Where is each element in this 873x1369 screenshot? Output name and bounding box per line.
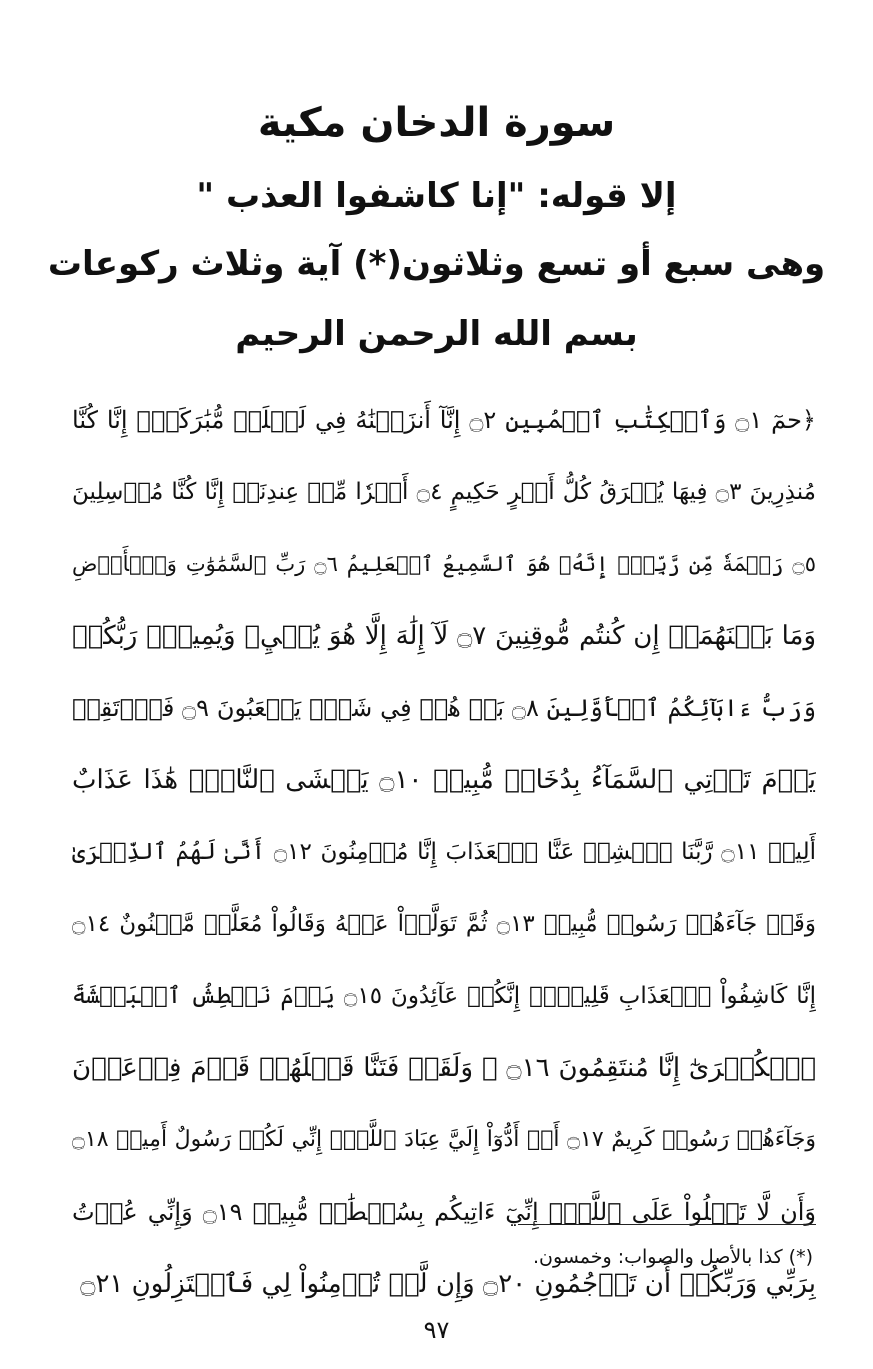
surah-title: سورة الدخان مكية <box>257 100 616 146</box>
verse-text-block <box>72 384 816 1320</box>
surah-exception-note: إلا قوله: "إنا كاشفوا العذب " <box>196 176 677 216</box>
verse-line: ﴿حمٓ ۝١ وَٱلۡكِتَٰبِ ٱلۡمُبِينِ ۝٢ إِنَّآ أَنزَلۡنَٰهُ فِي لَيۡلَةٖ مُّبَٰرَكَةٍۚ إِنَّا كُنَّا <box>72 406 816 434</box>
footnote: (*) كذا بالأصل والصواب: وخمسون. <box>533 1246 813 1268</box>
verse-line: وَأَن لَّا تَعۡلُواْ عَلَى ٱللَّهِۖ إِنِّيٓ ءَاتِيكُم بِسُلۡطَٰنٖ مُّبِينٖ ۝١٩ وَإِنِّي عُذۡتُ <box>72 1198 816 1226</box>
verse-line: ۝٥ رَحۡمَةٗ مِّن رَّبِّكَۚ إِنَّهُۥ هُوَ ٱلسَّمِيعُ ٱلۡعَلِيمُ ۝٦ رَبِّ ٱلسَّمَٰوَٰتِ وَٱلۡأَرۡضِ <box>72 552 816 576</box>
verse-line: أَلِيمٞ ۝١١ رَّبَّنَا ٱكۡشِفۡ عَنَّا ٱلۡعَذَابَ إِنَّا مُؤۡمِنُونَ ۝١٢ أَنَّىٰ لَهُمُ ٱلذِّكۡرَىٰ <box>72 839 816 865</box>
verse-line: وَمَا بَيۡنَهُمَآۖ إِن كُنتُم مُّوقِنِينَ ۝٧ لَآ إِلَٰهَ إِلَّا هُوَ يُحۡيِۦ وَيُمِيتُۖ رَبُّكُمۡ <box>72 621 816 651</box>
verse-line: وَجَآءَهُمۡ رَسُولٞ كَرِيمٌ ۝١٧ أَنۡ أَدُّوٓاْ إِلَيَّ عِبَادَ ٱللَّهِۖ إِنِّي لَكُمۡ رَسُولٌ أَمِينٞ ۝١٨ <box>72 1127 816 1152</box>
page-number: ٩٧ <box>423 1316 450 1344</box>
verse-line: يَوۡمَ تَأۡتِي ٱلسَّمَآءُ بِدُخَانٖ مُّبِينٖ ۝١٠ يَغۡشَى ٱلنَّاسَۖ هَٰذَا عَذَابٌ <box>72 765 816 795</box>
surah-verse-count: وهى سبع أو تسع وثلاثون(*) آية وثلاث ركوعات <box>47 244 826 284</box>
verse-line: ٱلۡكُبۡرَىٰٓ إِنَّا مُنتَقِمُونَ ۝١٦ ۞ وَلَقَدۡ فَتَنَّا قَبۡلَهُمۡ قَوۡمَ فِرۡعَوۡنَ <box>72 1053 816 1083</box>
verse-line: وَقَدۡ جَآءَهُمۡ رَسُولٞ مُّبِينٞ ۝١٣ ثُمَّ تَوَلَّوۡاْ عَنۡهُ وَقَالُواْ مُعَلَّمٞ مَّجۡنُونٌ ۝١٤ <box>72 911 816 937</box>
verse-line: بِرَبِّي وَرَبِّكُمۡ أَن تَرۡجُمُونِ ۝٢٠ وَإِن لَّمۡ تُؤۡمِنُواْ لِي فَٱعۡتَزِلُونِ ۝٢١ <box>80 1269 816 1299</box>
basmala: بسم الله الرحمن الرحيم <box>235 314 638 354</box>
verse-line: وَرَبُّ ءَابَآئِكُمُ ٱلۡأَوَّلِينَ ۝٨ بَلۡ هُمۡ فِي شَكّٖ يَلۡعَبُونَ ۝٩ فَٱرۡتَقِبۡ <box>72 694 816 722</box>
verse-line: مُنذِرِينَ ۝٣ فِيهَا يُفۡرَقُ كُلُّ أَمۡرٍ حَكِيمٍ ۝٤ أَمۡرٗا مِّنۡ عِندِنَآۚ إِنَّا كُنَّا مُرۡسِلِينَ <box>72 479 816 505</box>
verse-line: إِنَّا كَاشِفُواْ ٱلۡعَذَابِ قَلِيلًاۚ إِنَّكُمۡ عَآئِدُونَ ۝١٥ يَوۡمَ نَبۡطِشُ ٱلۡبَطۡشَةَ <box>72 983 816 1009</box>
footnote-divider <box>518 1224 816 1225</box>
